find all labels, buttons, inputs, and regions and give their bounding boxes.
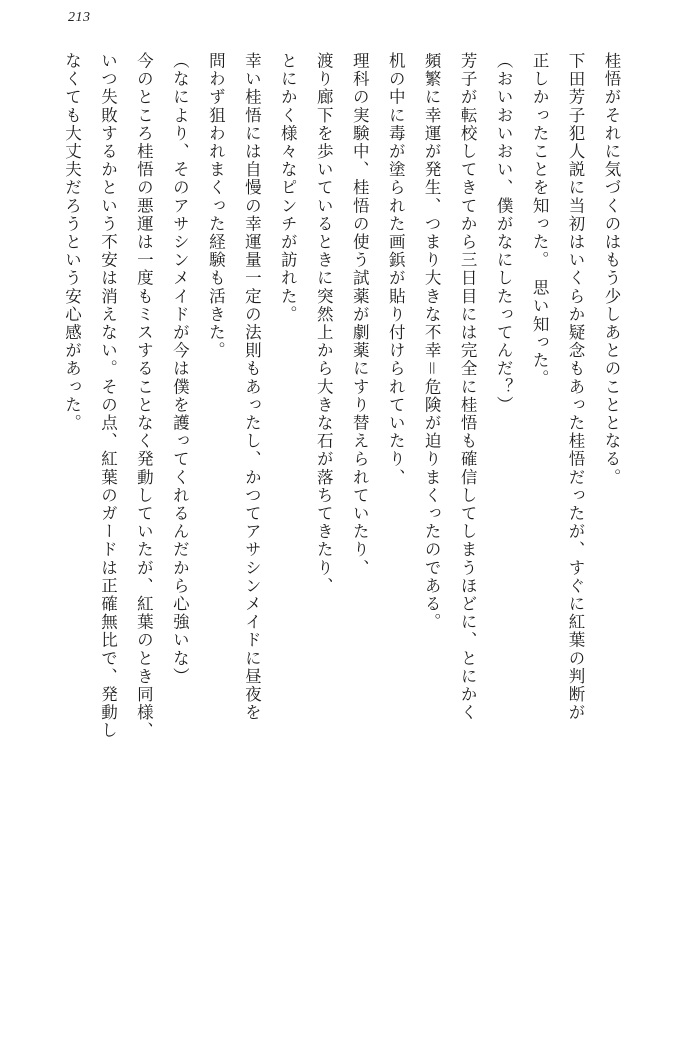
paragraph: 今のところ桂悟の悪運は一度もミスすることなく発動していたが、紅葉のとき同様、: [134, 52, 154, 740]
paragraph: 芳子が転校してきてから三日目には完全に桂悟も確信してしまうほどに、とにかく: [458, 52, 478, 722]
paragraph: 下田芳子犯人説に当初はいくらか疑念もあった桂悟だったが、すぐに紅葉の判断が: [566, 52, 586, 722]
paragraph: （おいおいおい、僕がなにしたってんだ？）: [494, 52, 514, 414]
paragraph: 問わず狙われまくった経験も活きた。: [206, 52, 226, 360]
paragraph: なくても大丈夫だろうという安心感があった。: [62, 52, 82, 433]
paragraph: 机の中に毒が塗られた画鋲が貼り付けられていたり、: [386, 52, 406, 487]
paragraph: 幸い桂悟には自慢の幸運量一定の法則もあったし、かつてアサシンメイドに昼夜を: [242, 52, 262, 722]
page-number: 213: [68, 10, 91, 25]
paragraph: 桂悟がそれに気づくのはもう少しあとのこととなる。: [602, 52, 621, 487]
paragraph: （なにより、そのアサシンメイドが今は僕を護ってくれるんだから心強いな）: [170, 52, 190, 686]
paragraph: 頻繁に幸運が発生、つまり大きな不幸＝危険が迫りまくったのである。: [422, 52, 442, 632]
paragraph: とにかく様々なピンチが訪れた。: [278, 52, 298, 324]
paragraph: 渡り廊下を歩いているときに突然上から大きな石が落ちてきたり、: [314, 52, 334, 595]
paragraph: 正しかったことを知った。 思い知った。: [530, 52, 550, 388]
page-body-text: [51, 52, 629, 1007]
paragraph: いつ失敗するかという不安は消えない。その点、紅葉のガードは正確無比で、発動し: [98, 52, 118, 740]
paragraph: 理科の実験中、桂悟の使う試薬が劇薬にすり替えられていたり、: [350, 52, 370, 577]
